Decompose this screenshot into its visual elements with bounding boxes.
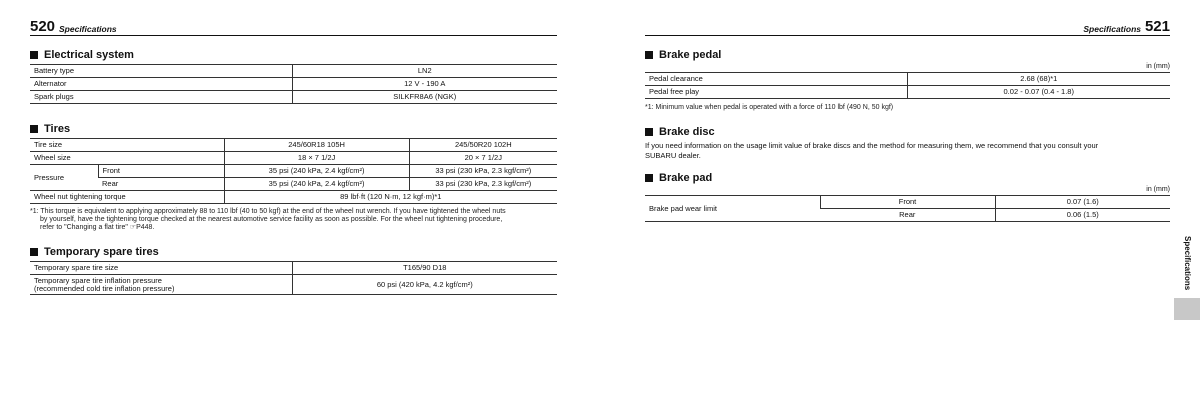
square-bullet-icon <box>30 125 38 133</box>
table-row: Temporary spare tire size T165/90 D18 <box>30 262 557 275</box>
left-page-header <box>30 18 557 36</box>
page-title: Specifications <box>1083 24 1141 34</box>
brake-pedal-heading: Brake pedal <box>645 48 1170 62</box>
spare-section <box>30 245 557 295</box>
table-row: Pedal clearance 2.68 (68)*1 <box>645 73 1170 86</box>
table-row: Rear 35 psi (240 kPa, 2.4 kgf/cm²) 33 psi (230 kPa, 2.3 kgf/cm²) <box>30 178 557 191</box>
spare-table <box>30 261 557 295</box>
table-row: Temporary spare tire inflation pressure (recommended cold tire inflation pressure) 60 psi (420 kPa, 4.2 kgf/cm²) <box>30 275 557 295</box>
tires-heading: Tires <box>30 122 557 136</box>
table-row: Alternator 12 V - 190 A <box>30 78 557 91</box>
table-row: Tire size 245/60R18 105H 245/50R20 102H <box>30 139 557 152</box>
square-bullet-icon <box>645 51 653 59</box>
tires-footnote: *1: This torque is equivalent to applying approximately 88 to 110 lbf (40 to 50 kgf) at the end of the wheel nut wrench. If you have tightened the wheel nuts by yourself, have the tightening torque checked at the nearest automotive service facility as soon as possible. For the wheel nut tightening procedure, refer to "Changing a flat tire" ☞P448. <box>30 208 557 232</box>
brake-disc-section <box>645 125 1170 161</box>
tires-section <box>30 122 557 232</box>
electrical-section <box>30 48 557 104</box>
brake-pedal-footnote: *1: Minimum value when pedal is operated with a force of 110 lbf (490 N, 50 kgf) <box>645 104 894 111</box>
unit-label: in (mm) <box>1146 63 1170 70</box>
page-reference-link[interactable]: refer to "Changing a flat tire" ☞P448. <box>40 224 155 231</box>
table-row: Brake pad wear limit Front 0.07 (1.6) <box>645 196 1170 209</box>
brake-pedal-section <box>645 48 1170 112</box>
table-row: Pressure Front 35 psi (240 kPa, 2.4 kgf/cm²) 33 psi (230 kPa, 2.3 kgf/cm²) <box>30 165 557 178</box>
brake-disc-heading: Brake disc <box>645 125 1170 139</box>
right-page-header <box>645 18 1170 36</box>
brake-pad-heading: Brake pad <box>645 171 1170 185</box>
table-row: Rear 0.06 (1.5) <box>645 209 1170 222</box>
table-row: Wheel size 18 × 7 1/2J 20 × 7 1/2J <box>30 152 557 165</box>
brake-disc-text: If you need information on the usage limit value of brake discs and the method for measuring them, we recommend that you consult your SUBARU dealer. <box>645 141 1099 160</box>
brake-pad-section <box>645 171 1170 222</box>
square-bullet-icon <box>645 128 653 136</box>
table-row: Pedal free play 0.02 - 0.07 (0.4 - 1.8) <box>645 86 1170 99</box>
table-row: Spark plugs SILKFR8A6 (NGK) <box>30 91 557 104</box>
spare-heading: Temporary spare tires <box>30 245 557 259</box>
unit-label: in (mm) <box>1146 186 1170 193</box>
page-title: Specifications <box>59 24 117 34</box>
brake-pedal-table <box>645 72 1170 99</box>
electrical-table <box>30 64 557 104</box>
table-row: Wheel nut tightening torque 89 lbf·ft (120 N·m, 12 kgf·m)*1 <box>30 191 557 204</box>
square-bullet-icon <box>30 248 38 256</box>
table-row: Battery type LN2 <box>30 65 557 78</box>
side-section-label: Specifications <box>1183 236 1192 291</box>
page-number: 520 <box>30 18 56 35</box>
electrical-heading: Electrical system <box>30 48 557 62</box>
tires-table <box>30 138 557 204</box>
page-number: 521 <box>1144 18 1170 35</box>
brake-pad-table <box>645 195 1170 222</box>
square-bullet-icon <box>30 51 38 59</box>
side-thumb-tab[interactable] <box>1174 298 1200 320</box>
square-bullet-icon <box>645 174 653 182</box>
